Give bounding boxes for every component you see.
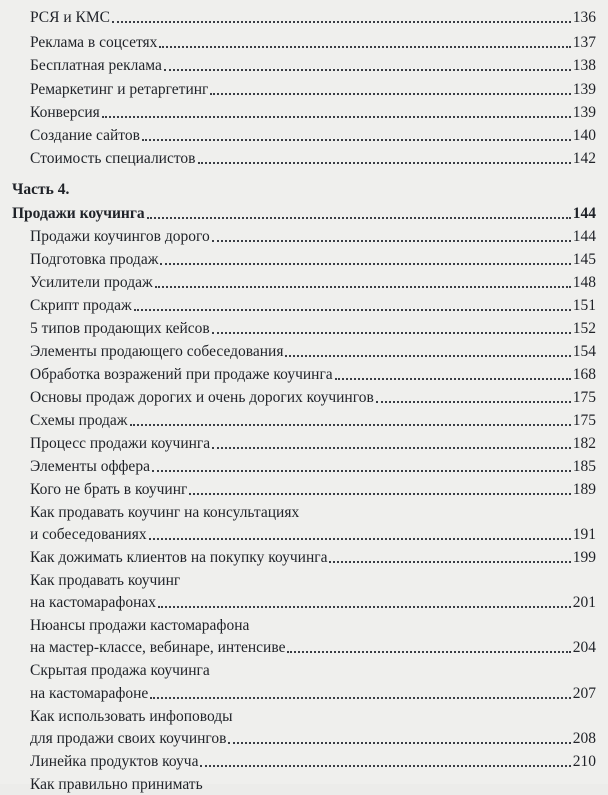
toc-entry-title: Реклама в соцсетях	[30, 34, 158, 51]
toc-entry-page: 201	[572, 594, 596, 611]
toc-entry	[30, 80, 596, 100]
toc-entry-page: 189	[572, 481, 596, 498]
toc-entry-title: Продажи коучингов дорого	[30, 228, 210, 245]
toc-entry	[30, 684, 596, 704]
toc-entry-title: Элементы продающего собеседования	[30, 343, 284, 360]
toc-entry-title: РСЯ и КМС	[30, 9, 110, 26]
toc-entry-title: Обработка возражений при продаже коучинга	[30, 366, 333, 383]
toc-entry-page: 139	[572, 81, 596, 98]
dot-leader	[228, 742, 570, 744]
toc-entry	[30, 319, 596, 339]
dot-leader	[150, 697, 570, 699]
toc-entry	[30, 752, 596, 772]
dot-leader	[329, 561, 570, 563]
toc-entry-title-first: Как продавать коучинг	[30, 572, 181, 589]
toc-entry-title-last: на кастомарафоне	[30, 685, 149, 702]
toc-entry-title: Основы продаж дорогих и очень дорогих коучингов	[30, 389, 374, 406]
dot-leader	[212, 240, 571, 242]
dot-leader	[160, 263, 570, 265]
toc-entry-title: 5 типов продающих кейсов	[30, 320, 210, 337]
toc-entry	[30, 149, 596, 169]
part-heading	[12, 204, 596, 224]
toc-entry-title: Скрипт продаж	[30, 297, 132, 314]
toc-entry-title: Усилители продаж	[30, 274, 153, 291]
toc-entry-title: Как дожимать клиентов на покупку коучинга	[30, 549, 328, 566]
toc-entry-page: 175	[572, 412, 596, 429]
toc-entry	[30, 548, 596, 568]
dot-leader	[142, 139, 571, 141]
toc-entry-page: 137	[572, 34, 596, 51]
toc-entry-page: 154	[572, 343, 596, 360]
toc-entry-title-first: Нюансы продажи кастомарафона	[30, 617, 250, 634]
toc-entry	[30, 273, 596, 293]
dot-leader	[285, 355, 570, 357]
toc-entry-page: 191	[572, 526, 596, 543]
toc-entry	[30, 250, 596, 270]
dot-leader	[335, 378, 571, 380]
toc-entry-title: Процесс продажи коучинга	[30, 435, 211, 452]
toc-entry	[30, 480, 596, 500]
dot-leader	[149, 538, 571, 540]
toc-entry	[30, 411, 596, 431]
toc-entry	[30, 525, 596, 545]
toc-entry-title-first: Скрытая продажа коучинга	[30, 662, 210, 679]
toc-entry-title-last: для продажи своих коучингов	[30, 730, 227, 747]
dot-leader	[112, 21, 571, 23]
toc-entry-title: Кого не брать в коучинг	[30, 481, 188, 498]
toc-entry-page: 182	[572, 435, 596, 452]
toc-entry	[30, 33, 596, 53]
dot-leader	[189, 493, 570, 495]
toc-entry-title: Ремаркетинг и ретаргетинг	[30, 81, 209, 98]
toc-entry	[30, 638, 596, 658]
toc-entry	[30, 434, 596, 454]
dot-leader	[155, 286, 571, 288]
toc-entry-title: Стоимость специалистов	[30, 150, 196, 167]
toc-entry-page: 148	[572, 274, 596, 291]
toc-entry	[30, 388, 596, 408]
toc-entry-title: Создание сайтов	[30, 127, 140, 144]
dot-leader	[287, 651, 570, 653]
toc-entry-title-first: Как продавать коучинг на консультациях	[30, 504, 300, 521]
toc-entry	[30, 227, 596, 247]
dot-leader	[159, 46, 570, 48]
part-label: Часть 4.	[12, 181, 70, 198]
toc-entry-page: 168	[572, 366, 596, 383]
toc-entry-page: 185	[572, 458, 596, 475]
toc-entry-title-last: на мастер-классе, вебинаре, интенсиве	[30, 639, 286, 656]
dot-leader	[147, 217, 571, 219]
toc-entry-page: 204	[572, 639, 596, 656]
dot-leader	[102, 116, 571, 118]
dot-leader	[212, 332, 571, 334]
dot-leader	[198, 162, 571, 164]
toc-entry-page: 207	[572, 685, 596, 702]
toc-entry	[30, 342, 596, 362]
toc-entry-title-first: Как использовать инфоповоды	[30, 708, 233, 725]
toc-entry	[30, 296, 596, 316]
toc-entry-title: Бесплатная реклама	[30, 57, 162, 74]
toc-entry-title: Конверсия	[30, 104, 100, 121]
dot-leader	[134, 309, 571, 311]
toc-entry-page: 208	[572, 730, 596, 747]
toc-entry	[30, 56, 596, 76]
toc-entry-page: 152	[572, 320, 596, 337]
dot-leader	[200, 765, 570, 767]
dot-leader	[210, 93, 570, 95]
toc-entry-title: Подготовка продаж	[30, 251, 159, 268]
toc-entry-page: 144	[572, 228, 596, 245]
toc-entry-title-last: и собеседованиях	[30, 526, 147, 543]
toc-entry	[30, 365, 596, 385]
toc-entry-page: 145	[572, 251, 596, 268]
toc-entry-page: 199	[572, 549, 596, 566]
toc-entry	[30, 103, 596, 123]
toc-entry-page: 210	[572, 753, 596, 770]
toc-entry	[30, 729, 596, 749]
toc-entry-title: Схемы продаж	[30, 412, 128, 429]
toc-entry-title: Линейка продуктов коуча	[30, 753, 199, 770]
toc-entry-title-last: на кастомарафонах	[30, 594, 157, 611]
toc-entry-page: 136	[572, 9, 596, 26]
toc-entry	[30, 457, 596, 477]
toc-entry	[30, 593, 596, 613]
dot-leader	[376, 401, 571, 403]
toc-entry-title-first: Как правильно принимать	[30, 776, 203, 793]
toc-entry-page: 140	[572, 127, 596, 144]
dot-leader	[164, 69, 571, 71]
part-page: 144	[572, 205, 596, 222]
dot-leader	[158, 606, 571, 608]
toc-entry-page: 139	[572, 104, 596, 121]
dot-leader	[130, 424, 571, 426]
toc-entry-page: 138	[572, 57, 596, 74]
toc-entry-title: Элементы оффера	[30, 458, 150, 475]
toc-entry	[30, 8, 596, 28]
toc-entry-page: 151	[572, 297, 596, 314]
part-title: Продажи коучинга	[12, 205, 145, 222]
toc-entry-page: 142	[572, 150, 596, 167]
toc-entry-page: 175	[572, 389, 596, 406]
toc-entry	[30, 126, 596, 146]
dot-leader	[212, 447, 571, 449]
dot-leader	[152, 470, 571, 472]
